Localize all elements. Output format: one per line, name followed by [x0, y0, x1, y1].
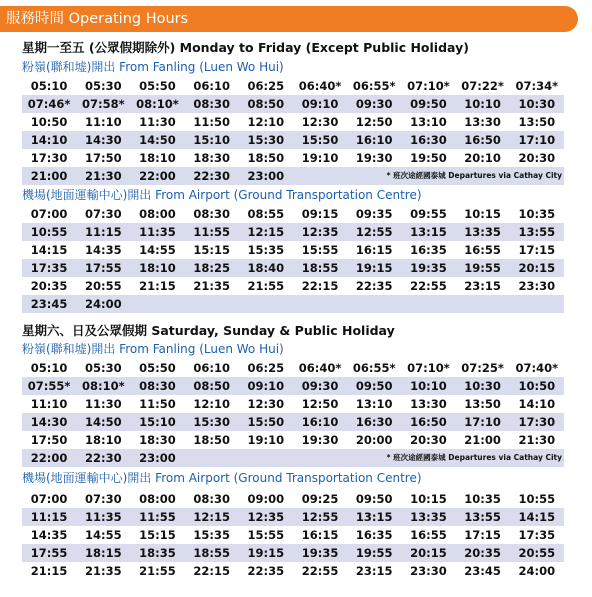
departure-time: 18:40	[239, 259, 293, 277]
departure-time: 17:15	[456, 526, 510, 544]
departure-time: 10:15	[401, 490, 455, 508]
departure-time: 21:35	[76, 562, 130, 580]
departure-time: 22:15	[185, 562, 239, 580]
departure-time: 23:45	[456, 562, 510, 580]
departure-time: 19:30	[293, 431, 347, 449]
departure-time: 09:55	[401, 205, 455, 223]
departure-time: 12:50	[293, 395, 347, 413]
departure-time: 08:00	[130, 490, 184, 508]
departure-time: 23:30	[401, 562, 455, 580]
departure-time: 10:35	[456, 490, 510, 508]
departure-time: 06:25	[239, 77, 293, 95]
timetable-row	[22, 77, 564, 95]
departure-time: 14:55	[76, 526, 130, 544]
departure-time: 20:55	[510, 544, 564, 562]
timetable-row	[22, 205, 564, 223]
departure-time: 13:15	[401, 223, 455, 241]
departure-time: 20:30	[401, 431, 455, 449]
departure-time: 08:50	[185, 377, 239, 395]
departure-time: 07:58*	[76, 95, 130, 113]
departure-time: 16:55	[401, 526, 455, 544]
departure-time: 15:35	[185, 526, 239, 544]
departure-time: 18:30	[130, 431, 184, 449]
departure-time: 09:35	[347, 205, 401, 223]
departure-time: 21:15	[22, 562, 76, 580]
departure-time: 07:30	[76, 205, 130, 223]
departure-time: 17:50	[76, 149, 130, 167]
departure-time: 16:10	[347, 131, 401, 149]
empty-cell	[510, 295, 564, 313]
departure-time: 18:55	[293, 259, 347, 277]
departure-time: 18:35	[130, 544, 184, 562]
departure-time: 06:10	[185, 359, 239, 377]
departure-time: 13:30	[456, 113, 510, 131]
departure-time: 20:30	[510, 149, 564, 167]
weekday-fanling-route-title: 粉嶺(聯和墟)開出 From Fanling (Luen Wo Hui)	[22, 60, 284, 74]
timetable-row	[22, 395, 564, 413]
departure-time: 21:30	[76, 167, 130, 185]
weekend-fanling-route-title: 粉嶺(聯和墟)開出 From Fanling (Luen Wo Hui)	[22, 342, 284, 356]
departure-time: 15:55	[293, 241, 347, 259]
departure-time: 16:10	[293, 413, 347, 431]
departure-time: 20:15	[510, 259, 564, 277]
empty-cell	[239, 295, 293, 313]
departure-time: 10:30	[510, 95, 564, 113]
departure-time: 19:15	[347, 259, 401, 277]
departure-time: 18:15	[76, 544, 130, 562]
departure-time: 13:50	[456, 395, 510, 413]
timetable-row	[22, 413, 564, 431]
departure-time: 06:40*	[293, 359, 347, 377]
empty-cell	[347, 295, 401, 313]
departure-time: 14:10	[510, 395, 564, 413]
departure-time: 12:35	[293, 223, 347, 241]
departure-time: 06:55*	[347, 359, 401, 377]
departure-time: 17:55	[22, 544, 76, 562]
departure-time: 22:35	[347, 277, 401, 295]
departure-time: 22:55	[401, 277, 455, 295]
departure-time: 07:34*	[510, 77, 564, 95]
departure-time: 19:10	[239, 431, 293, 449]
departure-time: 19:15	[239, 544, 293, 562]
departure-time: 17:50	[22, 431, 76, 449]
departure-time: 09:50	[401, 95, 455, 113]
departure-time: 21:30	[510, 431, 564, 449]
departure-time: 18:10	[130, 149, 184, 167]
departure-time: 20:55	[76, 277, 130, 295]
empty-cell	[130, 295, 184, 313]
header-title: 服務時間 Operating Hours	[6, 11, 189, 27]
departure-time: 13:55	[456, 508, 510, 526]
departure-time: 19:35	[401, 259, 455, 277]
timetable-row	[22, 295, 564, 313]
departure-time: 18:50	[239, 149, 293, 167]
departure-time: 23:00	[239, 167, 293, 185]
departure-time: 07:00	[22, 490, 76, 508]
departure-time: 09:00	[239, 490, 293, 508]
departure-time: 19:35	[293, 544, 347, 562]
departure-time: 24:00	[510, 562, 564, 580]
departure-time: 12:15	[239, 223, 293, 241]
departure-time: 11:35	[76, 508, 130, 526]
departure-time: 08:30	[185, 95, 239, 113]
departure-time: 23:15	[347, 562, 401, 580]
departure-time: 10:30	[456, 377, 510, 395]
departure-time: 15:35	[239, 241, 293, 259]
departure-time: 17:35	[22, 259, 76, 277]
departure-time: 18:55	[185, 544, 239, 562]
departure-time: 13:10	[347, 395, 401, 413]
departure-time: 10:50	[510, 377, 564, 395]
departure-time: 08:50	[239, 95, 293, 113]
timetable-row	[22, 223, 564, 241]
timetable-row	[22, 490, 564, 508]
weekend-section-title: 星期六、日及公眾假期 Saturday, Sunday & Public Holiday	[22, 323, 395, 338]
departure-time: 22:15	[293, 277, 347, 295]
departure-time: 11:30	[130, 113, 184, 131]
timetable-row	[22, 167, 564, 185]
timetable-row	[22, 95, 564, 113]
departure-time: 09:25	[293, 490, 347, 508]
departure-time: 15:10	[185, 131, 239, 149]
cathay-city-note: * 班次途經國泰城 Departures via Cathay City	[293, 167, 564, 185]
departure-time: 11:10	[76, 113, 130, 131]
departure-time: 06:55*	[347, 77, 401, 95]
departure-time: 18:10	[76, 431, 130, 449]
departure-time: 21:00	[22, 167, 76, 185]
departure-time: 18:10	[130, 259, 184, 277]
departure-time: 14:10	[22, 131, 76, 149]
departure-time: 21:55	[130, 562, 184, 580]
departure-time: 21:55	[239, 277, 293, 295]
departure-time: 11:15	[22, 508, 76, 526]
departure-time: 09:15	[293, 205, 347, 223]
departure-time: 16:35	[347, 526, 401, 544]
empty-cell	[456, 295, 510, 313]
departure-time: 11:50	[185, 113, 239, 131]
departure-time: 18:30	[185, 149, 239, 167]
departure-time: 14:35	[76, 241, 130, 259]
departure-time: 21:35	[185, 277, 239, 295]
timetable-row	[22, 544, 564, 562]
departure-time: 22:00	[22, 449, 76, 467]
departure-time: 09:30	[347, 95, 401, 113]
timetable-row	[22, 377, 564, 395]
departure-time: 08:10*	[130, 95, 184, 113]
departure-time: 06:25	[239, 359, 293, 377]
departure-time: 21:00	[456, 431, 510, 449]
departure-time: 23:15	[456, 277, 510, 295]
weekend-airport-route-title: 機場(地面運輸中心)開出 From Airport (Ground Transportation Centre)	[22, 471, 422, 485]
departure-time: 19:10	[293, 149, 347, 167]
departure-time: 08:30	[185, 205, 239, 223]
departure-time: 05:50	[130, 359, 184, 377]
departure-time: 19:50	[401, 149, 455, 167]
departure-time: 16:55	[456, 241, 510, 259]
departure-time: 16:15	[293, 526, 347, 544]
departure-time: 20:35	[22, 277, 76, 295]
departure-time: 22:00	[130, 167, 184, 185]
departure-time: 09:10	[293, 95, 347, 113]
departure-time: 14:15	[22, 241, 76, 259]
departure-time: 15:30	[239, 131, 293, 149]
departure-time: 05:30	[76, 359, 130, 377]
departure-time: 05:30	[76, 77, 130, 95]
departure-time: 16:50	[401, 413, 455, 431]
departure-time: 12:15	[185, 508, 239, 526]
departure-time: 22:30	[185, 167, 239, 185]
departure-time: 17:30	[22, 149, 76, 167]
departure-time: 09:50	[347, 377, 401, 395]
departure-time: 06:10	[185, 77, 239, 95]
departure-time: 10:10	[401, 377, 455, 395]
departure-time: 10:50	[22, 113, 76, 131]
timetable-row	[22, 562, 564, 580]
timetable-row	[22, 277, 564, 295]
departure-time: 10:55	[510, 490, 564, 508]
weekend-fanling-table	[22, 359, 564, 467]
empty-cell	[293, 295, 347, 313]
departure-time: 17:35	[510, 526, 564, 544]
departure-time: 10:35	[510, 205, 564, 223]
departure-time: 11:50	[130, 395, 184, 413]
departure-time: 13:10	[401, 113, 455, 131]
departure-time: 09:30	[293, 377, 347, 395]
departure-time: 07:25*	[456, 359, 510, 377]
departure-time: 18:50	[185, 431, 239, 449]
departure-time: 17:10	[510, 131, 564, 149]
weekend-airport-table	[22, 490, 564, 580]
departure-time: 15:15	[185, 241, 239, 259]
weekday-fanling-table	[22, 77, 564, 185]
departure-time: 07:46*	[22, 95, 76, 113]
departure-time: 07:30	[76, 490, 130, 508]
departure-time: 15:10	[130, 413, 184, 431]
departure-time: 12:10	[185, 395, 239, 413]
operating-hours-header	[0, 6, 578, 32]
departure-time: 20:35	[456, 544, 510, 562]
departure-time: 13:55	[510, 223, 564, 241]
departure-time: 09:10	[239, 377, 293, 395]
departure-time: 22:35	[239, 562, 293, 580]
departure-time: 23:45	[22, 295, 76, 313]
departure-time: 16:15	[347, 241, 401, 259]
departure-time: 13:30	[401, 395, 455, 413]
cathay-city-note: * 班次途經國泰城 Departures via Cathay City	[185, 449, 564, 467]
departure-time: 14:55	[130, 241, 184, 259]
departure-time: 10:15	[456, 205, 510, 223]
departure-time: 22:30	[76, 449, 130, 467]
departure-time: 14:30	[76, 131, 130, 149]
timetable-row	[22, 431, 564, 449]
timetable-row	[22, 149, 564, 167]
departure-time: 12:55	[293, 508, 347, 526]
departure-time: 07:22*	[456, 77, 510, 95]
timetable-row	[22, 359, 564, 377]
departure-time: 24:00	[76, 295, 130, 313]
departure-time: 08:10*	[76, 377, 130, 395]
departure-time: 13:35	[401, 508, 455, 526]
empty-cell	[185, 295, 239, 313]
departure-time: 08:30	[185, 490, 239, 508]
departure-time: 16:50	[456, 131, 510, 149]
departure-time: 11:15	[76, 223, 130, 241]
departure-time: 08:00	[130, 205, 184, 223]
departure-time: 13:50	[510, 113, 564, 131]
departure-time: 23:30	[510, 277, 564, 295]
departure-time: 16:35	[401, 241, 455, 259]
timetable-row	[22, 259, 564, 277]
departure-time: 17:30	[510, 413, 564, 431]
departure-time: 08:30	[130, 377, 184, 395]
timetable-row	[22, 241, 564, 259]
departure-time: 07:10*	[401, 77, 455, 95]
departure-time: 19:55	[347, 544, 401, 562]
weekday-airport-route-title: 機場(地面運輸中心)開出 From Airport (Ground Transportation Centre)	[22, 188, 422, 202]
departure-time: 19:55	[456, 259, 510, 277]
departure-time: 07:10*	[401, 359, 455, 377]
departure-time: 15:50	[293, 131, 347, 149]
departure-time: 15:30	[185, 413, 239, 431]
departure-time: 11:30	[76, 395, 130, 413]
departure-time: 12:55	[347, 223, 401, 241]
departure-time: 13:35	[456, 223, 510, 241]
departure-time: 10:55	[22, 223, 76, 241]
departure-time: 20:00	[347, 431, 401, 449]
timetable-row	[22, 113, 564, 131]
departure-time: 11:55	[185, 223, 239, 241]
departure-time: 20:10	[456, 149, 510, 167]
departure-time: 17:55	[76, 259, 130, 277]
departure-time: 21:15	[130, 277, 184, 295]
departure-time: 16:30	[401, 131, 455, 149]
departure-time: 12:10	[239, 113, 293, 131]
departure-time: 17:10	[456, 413, 510, 431]
weekday-airport-table	[22, 205, 564, 313]
departure-time: 19:30	[347, 149, 401, 167]
departure-time: 13:15	[347, 508, 401, 526]
departure-time: 08:55	[239, 205, 293, 223]
departure-time: 12:30	[293, 113, 347, 131]
departure-time: 11:55	[130, 508, 184, 526]
departure-time: 06:40*	[293, 77, 347, 95]
departure-time: 05:10	[22, 77, 76, 95]
departure-time: 15:50	[239, 413, 293, 431]
weekday-section-title: 星期一至五 (公眾假期除外) Monday to Friday (Except Public Holiday)	[22, 40, 469, 55]
departure-time: 22:55	[293, 562, 347, 580]
departure-time: 09:50	[347, 490, 401, 508]
timetable-row	[22, 131, 564, 149]
timetable-row	[22, 526, 564, 544]
departure-time: 11:10	[22, 395, 76, 413]
departure-time: 14:30	[22, 413, 76, 431]
departure-time: 14:50	[130, 131, 184, 149]
departure-time: 18:25	[185, 259, 239, 277]
departure-time: 15:15	[130, 526, 184, 544]
departure-time: 11:35	[130, 223, 184, 241]
departure-time: 07:55*	[22, 377, 76, 395]
departure-time: 14:15	[510, 508, 564, 526]
departure-time: 23:00	[130, 449, 184, 467]
departure-time: 14:35	[22, 526, 76, 544]
departure-time: 05:10	[22, 359, 76, 377]
departure-time: 14:50	[76, 413, 130, 431]
departure-time: 05:50	[130, 77, 184, 95]
timetable-row	[22, 449, 564, 467]
departure-time: 17:15	[510, 241, 564, 259]
timetable-row	[22, 508, 564, 526]
departure-time: 07:00	[22, 205, 76, 223]
departure-time: 16:30	[347, 413, 401, 431]
departure-time: 15:55	[239, 526, 293, 544]
departure-time: 20:15	[401, 544, 455, 562]
departure-time: 12:50	[347, 113, 401, 131]
departure-time: 12:35	[239, 508, 293, 526]
departure-time: 10:10	[456, 95, 510, 113]
empty-cell	[401, 295, 455, 313]
departure-time: 12:30	[239, 395, 293, 413]
departure-time: 07:40*	[510, 359, 564, 377]
